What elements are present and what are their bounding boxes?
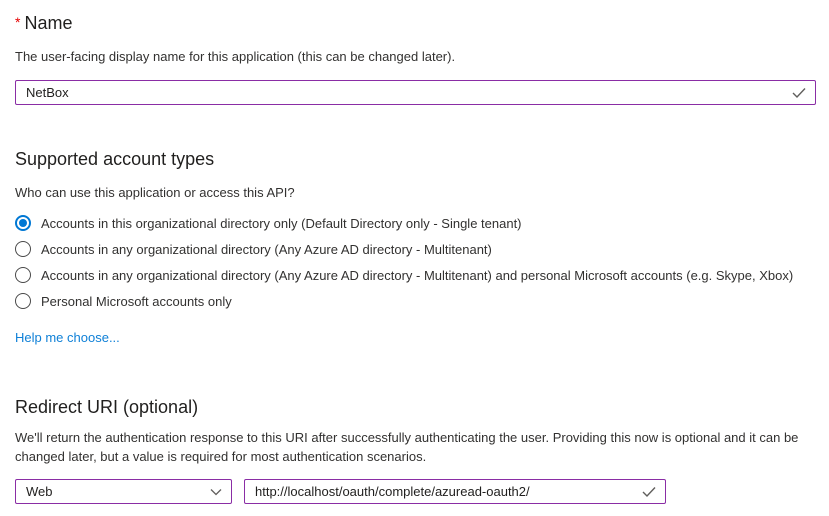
radio-option-personal-only[interactable] — [15, 288, 815, 314]
chevron-down-icon — [210, 488, 222, 496]
radio-option-label: Accounts in this organizational directory only (Default Directory only - Single tenant) — [41, 215, 522, 231]
radio-button-icon — [15, 241, 31, 257]
redirect-uri-description: We'll return the authentication response to this URI after successfully authenticating the user. Providing this now is optional and it can be changed later, but a value is required for most authentication scenarios. — [15, 430, 799, 464]
radio-option-multitenant[interactable] — [15, 236, 815, 262]
redirect-uri-controls — [15, 479, 815, 504]
radio-option-label: Accounts in any organizational directory (Any Azure AD directory - Multitenant) — [41, 241, 492, 257]
help-me-choose-link[interactable]: Help me choose... — [15, 330, 120, 345]
redirect-uri-input[interactable] — [245, 480, 665, 503]
name-description: The user-facing display name for this application (this can be changed later). — [15, 49, 456, 64]
radio-option-label: Accounts in any organizational directory (Any Azure AD directory - Multitenant) and personal Microsoft accounts (e.g. Skype, Xbox) — [41, 267, 794, 283]
account-types-title: Supported account types — [15, 149, 215, 169]
radio-button-icon — [15, 215, 31, 231]
name-section — [15, 10, 815, 105]
name-title-text: Name — [24, 13, 73, 33]
platform-select[interactable] — [15, 479, 232, 504]
account-types-section — [15, 147, 815, 347]
account-types-question: Who can use this application or access this API? — [15, 185, 295, 200]
radio-button-icon — [15, 293, 31, 309]
redirect-uri-input-wrap — [244, 479, 666, 504]
name-section-title — [15, 10, 815, 35]
name-input[interactable] — [16, 81, 815, 104]
redirect-uri-title: Redirect URI (optional) — [15, 397, 199, 417]
name-input-wrap — [15, 80, 816, 105]
platform-select-value: Web — [26, 484, 53, 499]
radio-option-label: Personal Microsoft accounts only — [41, 293, 232, 309]
required-asterisk: * — [15, 14, 21, 30]
radio-option-multitenant-personal[interactable] — [15, 262, 815, 288]
radio-option-single-tenant[interactable] — [15, 210, 815, 236]
redirect-uri-section — [15, 395, 815, 504]
radio-button-icon — [15, 267, 31, 283]
account-type-radio-group — [15, 210, 815, 314]
